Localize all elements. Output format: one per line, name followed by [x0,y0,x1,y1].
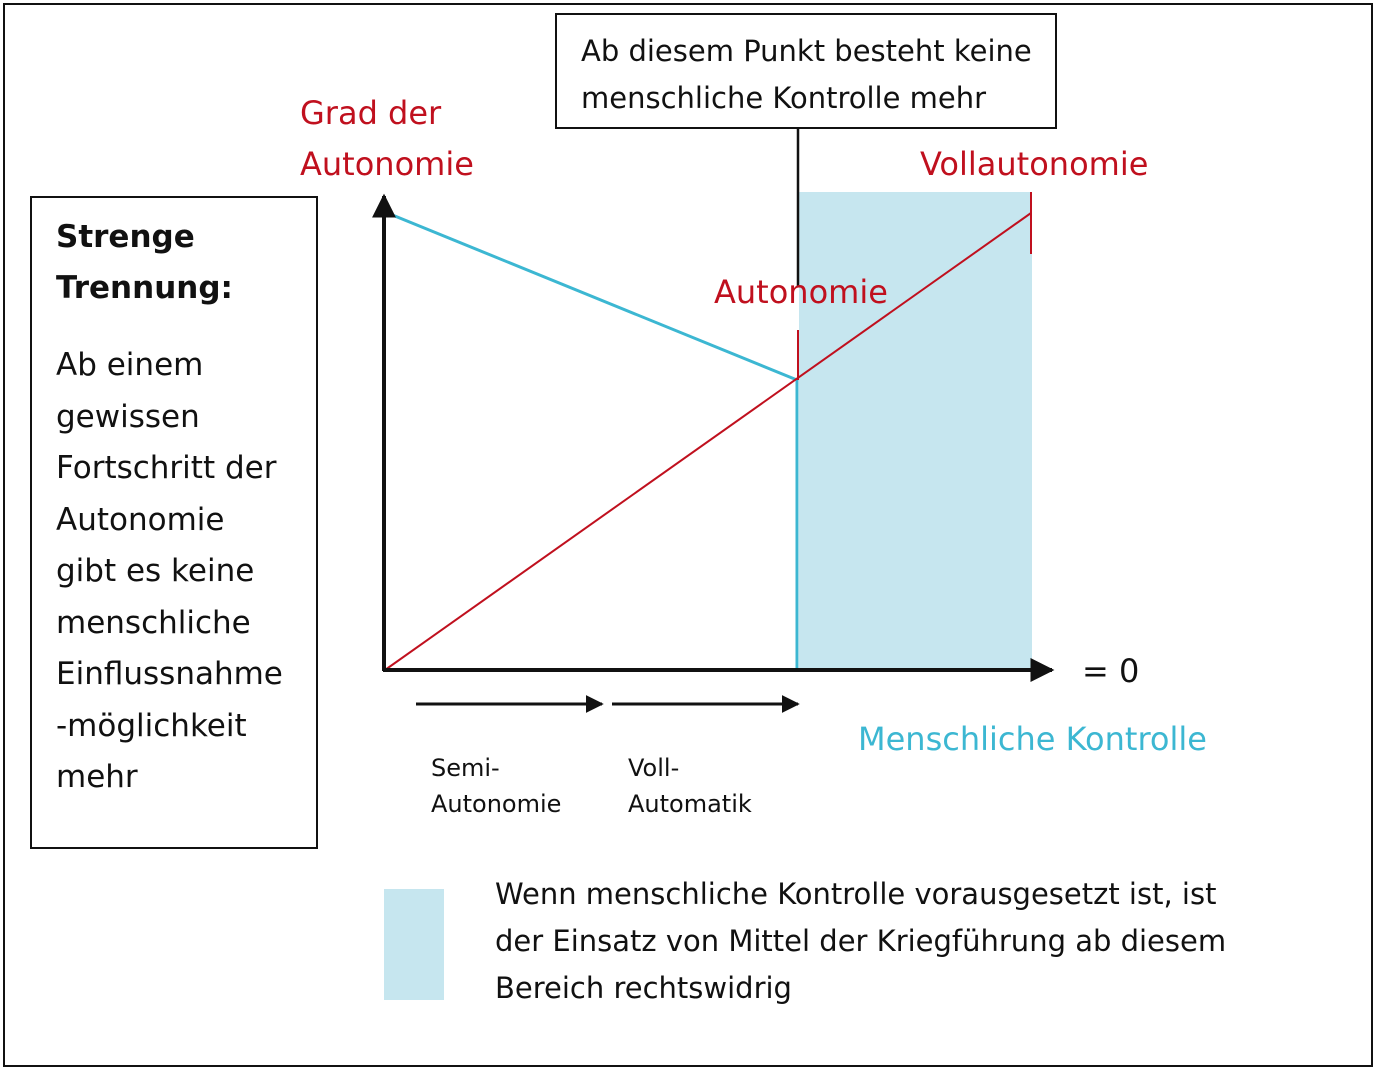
legend-line: Bereich rechtswidrig [495,971,792,1005]
y-axis-label [300,88,474,190]
phase-semi-autonomy [431,750,561,822]
phase-line: Autonomie [431,790,562,818]
body-line: Fortschritt der [56,450,277,486]
y-axis-label-line: Grad der [300,94,442,132]
legend-line: Wenn menschliche Kontrolle vorausgesetzt ist, ist [495,877,1217,911]
callout-line: Ab diesem Punkt besteht keine [581,34,1032,68]
body-line: menschliche [56,604,251,641]
callout-line: menschliche Kontrolle mehr [581,81,987,115]
x-axis-end-label: = 0 [1082,652,1140,690]
body-line: gewissen [56,398,200,435]
x-axis-label: Menschliche Kontrolle [858,720,1207,758]
y-axis-label-line: Autonomie [300,145,474,183]
legend-swatch [384,889,444,1000]
body-line: mehr [56,759,138,795]
body-line: Einflussnahme [56,656,283,692]
legend-line: der Einsatz von Mittel der Kriegführung ab diesem [495,924,1227,958]
title-line: Strenge [56,219,195,255]
title-line: Trennung: [56,270,233,306]
body-line: Ab einem [56,347,204,383]
phase-full-automation [628,750,752,822]
phase-line: Automatik [628,790,752,818]
autonomy-threshold-label: Autonomie [714,273,888,311]
full-autonomy-label: Vollautonomie [920,145,1149,183]
callout-text [581,28,1032,122]
illegal-zone [799,192,1032,670]
phase-line: Voll- [628,754,680,782]
body-line: gibt es keine [56,553,255,589]
body-line: -möglichkeit [56,707,247,744]
body-line: Autonomie [56,501,225,538]
legend-text [495,871,1226,1012]
phase-line: Semi- [431,754,500,782]
